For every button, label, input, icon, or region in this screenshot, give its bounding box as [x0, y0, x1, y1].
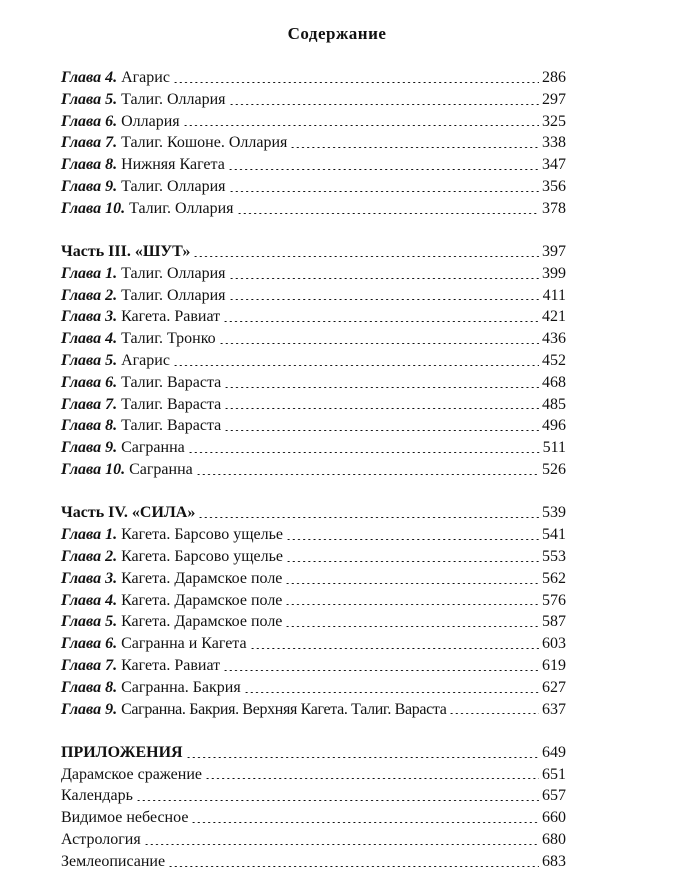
chapter-label: Глава 1.	[61, 264, 118, 282]
dot-leader	[285, 583, 539, 584]
page-number: 378	[542, 199, 566, 217]
toc-entry[interactable]	[61, 89, 566, 111]
dot-leader	[224, 408, 539, 409]
page-number: 562	[542, 569, 566, 587]
toc-entry[interactable]	[61, 699, 566, 721]
entry-title: Кагета. Равиат	[121, 308, 221, 326]
dot-leader	[188, 452, 540, 453]
entry-title: Талиг. Оллария	[129, 199, 234, 217]
toc-entry[interactable]	[61, 677, 566, 699]
page-number: 637	[542, 700, 566, 718]
dot-leader	[198, 517, 539, 518]
page-number: 680	[542, 831, 566, 848]
entry-title: Кагета. Барсово ущелье	[121, 547, 284, 565]
entry-title: Талиг. Оллария	[121, 264, 226, 282]
entry-title: Астрология	[61, 831, 141, 848]
chapter-label: Глава 1.	[61, 526, 118, 544]
entry-title: Кагета. Дарамское поле	[121, 613, 283, 631]
toc-entry[interactable]	[61, 394, 566, 416]
toc-entry[interactable]	[61, 785, 566, 807]
chapter-label: Глава 6.	[61, 373, 118, 391]
page-number: 325	[542, 112, 566, 130]
dot-leader	[183, 125, 539, 126]
entry-title: Сагранна. Бакрия. Верхняя Кагета. Талиг. Вараста	[121, 700, 447, 718]
dot-leader	[229, 191, 539, 192]
toc-entry[interactable]	[61, 546, 566, 568]
entry-title: Оллария	[121, 112, 180, 130]
dot-leader	[191, 822, 539, 823]
dot-leader	[229, 299, 540, 300]
toc-entry[interactable]	[61, 285, 566, 307]
toc-entry[interactable]	[61, 459, 566, 481]
entry-title: Талиг. Кошоне. Оллария	[121, 134, 288, 152]
entry-title: Агарис	[121, 69, 170, 86]
entry-title: Кагета. Барсово ущелье	[121, 526, 284, 544]
chapter-label: Глава 5.	[61, 613, 118, 631]
toc-entry[interactable]	[61, 176, 566, 198]
entry-title: Талиг. Тронко	[121, 330, 216, 348]
page-number: 347	[542, 156, 566, 174]
dot-leader	[250, 648, 539, 649]
dot-leader	[237, 213, 539, 214]
entry-title: Кагета. Дарамское поле	[121, 591, 283, 609]
page-number: 657	[542, 787, 566, 805]
toc-entry[interactable]	[61, 633, 566, 655]
chapter-label: Глава 10.	[61, 461, 126, 479]
dot-leader	[186, 757, 539, 758]
chapter-label: Глава 6.	[61, 635, 118, 653]
toc-entry[interactable]	[61, 328, 566, 350]
dot-leader	[196, 474, 539, 475]
entry-title: Сагранна и Кагета	[121, 635, 247, 653]
page-number: 576	[542, 591, 566, 609]
page-number: 526	[542, 461, 566, 479]
dot-leader	[285, 604, 539, 605]
chapter-label: Глава 2.	[61, 286, 118, 304]
dot-leader	[173, 82, 539, 83]
toc-entry[interactable]	[61, 198, 566, 220]
chapter-label: Глава 7.	[61, 656, 118, 674]
dot-leader	[223, 321, 539, 322]
dot-leader	[205, 778, 539, 779]
page-number: 553	[542, 547, 566, 565]
dot-leader	[228, 169, 539, 170]
chapter-label: Глава 9.	[61, 439, 118, 457]
page-number: 421	[542, 308, 566, 326]
toc-entry[interactable]	[61, 851, 566, 873]
toc-entry[interactable]	[61, 437, 566, 459]
entry-title: Талиг. Оллария	[121, 286, 226, 304]
entry-title: Талиг. Оллария	[121, 177, 226, 195]
chapter-label: Глава 10.	[61, 199, 126, 217]
page-number: 397	[542, 243, 566, 261]
part-title: ПРИЛОЖЕНИЯ	[61, 743, 183, 761]
part-title: Часть III. «ШУТ»	[61, 243, 191, 261]
toc-part-heading[interactable]	[61, 241, 566, 263]
dot-leader	[193, 256, 539, 257]
toc-entry[interactable]	[61, 415, 566, 437]
page-number: 496	[542, 417, 566, 435]
chapter-label: Глава 7.	[61, 134, 118, 152]
dot-leader	[219, 343, 539, 344]
page-number: 286	[542, 69, 566, 86]
entry-title: Кагета. Дарамское поле	[121, 569, 283, 587]
dot-leader	[168, 866, 539, 867]
table-of-contents	[61, 67, 566, 873]
toc-entry[interactable]	[61, 111, 566, 133]
toc-group-part-iv	[61, 502, 566, 720]
page-number: 436	[542, 330, 566, 348]
chapter-label: Глава 2.	[61, 547, 118, 565]
dot-leader	[229, 104, 539, 105]
page-number: 627	[542, 678, 566, 696]
toc-entry[interactable]	[61, 611, 566, 633]
entry-title: Календарь	[61, 787, 133, 805]
toc-entry[interactable]	[61, 372, 566, 394]
toc-entry[interactable]	[61, 132, 566, 154]
chapter-label: Глава 9.	[61, 700, 118, 718]
dot-leader	[224, 430, 539, 431]
toc-group-appendices	[61, 742, 566, 873]
entry-title: Талиг. Оллария	[121, 90, 226, 108]
dot-leader	[285, 626, 539, 627]
page-number: 539	[542, 504, 566, 522]
page-number: 338	[542, 134, 566, 152]
page-number: 452	[542, 352, 566, 370]
dot-leader	[290, 147, 539, 148]
chapter-label: Глава 4.	[61, 330, 118, 348]
chapter-label: Глава 8.	[61, 678, 118, 696]
page-number: 468	[542, 373, 566, 391]
entry-title: Талиг. Вараста	[121, 373, 222, 391]
dot-leader	[136, 800, 539, 801]
dot-leader	[224, 387, 539, 388]
page-number: 297	[542, 90, 566, 108]
chapter-label: Глава 4.	[61, 69, 118, 86]
toc-entry[interactable]	[61, 67, 566, 89]
page-number: 411	[542, 286, 566, 304]
toc-part-heading[interactable]	[61, 742, 566, 764]
chapter-label: Глава 5.	[61, 90, 118, 108]
entry-title: Талиг. Вараста	[121, 417, 222, 435]
chapter-label: Глава 6.	[61, 112, 118, 130]
entry-title: Сагранна. Бакрия	[121, 678, 241, 696]
page-number: 399	[542, 264, 566, 282]
page-number: 511	[542, 439, 566, 457]
toc-entry[interactable]	[61, 154, 566, 176]
entry-title: Сагранна	[121, 439, 185, 457]
entry-title: Кагета. Равиат	[121, 656, 221, 674]
dot-leader	[449, 713, 539, 714]
page-number: 541	[542, 526, 566, 544]
page-number: 603	[542, 635, 566, 653]
chapter-label: Глава 3.	[61, 569, 118, 587]
page-number: 683	[542, 852, 566, 870]
page-number: 587	[542, 613, 566, 631]
chapter-label: Глава 9.	[61, 177, 118, 195]
chapter-label: Глава 4.	[61, 591, 118, 609]
page-number: 660	[542, 809, 566, 827]
chapter-label: Глава 8.	[61, 156, 118, 174]
toc-entry[interactable]	[61, 764, 566, 786]
chapter-label: Глава 7.	[61, 395, 118, 413]
page-number: 649	[542, 743, 566, 761]
page-number: 356	[542, 177, 566, 195]
page-number: 485	[542, 395, 566, 413]
toc-entry[interactable]	[61, 350, 566, 372]
dot-leader	[144, 844, 539, 845]
entry-title: Агарис	[121, 352, 170, 370]
chapter-label: Глава 3.	[61, 308, 118, 326]
toc-entry[interactable]	[61, 306, 566, 328]
dot-leader	[223, 670, 539, 671]
part-title: Часть IV. «СИЛА»	[61, 504, 196, 522]
toc-entry[interactable]	[61, 568, 566, 590]
dot-leader	[229, 278, 539, 279]
toc-group-part-iii	[61, 241, 566, 481]
page-title: Содержание	[287, 24, 387, 43]
entry-title: Нижняя Кагета	[121, 156, 225, 174]
entry-title: Сагранна	[129, 461, 193, 479]
dot-leader	[173, 365, 539, 366]
toc-entry[interactable]	[61, 524, 566, 546]
dot-leader	[286, 539, 539, 540]
toc-entry[interactable]	[61, 263, 566, 285]
toc-entry[interactable]	[61, 590, 566, 612]
page-number: 619	[542, 656, 566, 674]
dot-leader	[244, 692, 539, 693]
toc-part-heading[interactable]	[61, 502, 566, 524]
toc-entry[interactable]	[61, 829, 566, 851]
entry-title: Дарамское сражение	[61, 765, 202, 783]
chapter-label: Глава 8.	[61, 417, 118, 435]
entry-title: Землеописание	[61, 852, 166, 870]
page-number: 651	[542, 765, 566, 783]
toc-group-part-ii-end	[61, 67, 566, 220]
entry-title: Талиг. Вараста	[121, 395, 222, 413]
dot-leader	[286, 561, 539, 562]
chapter-label: Глава 5.	[61, 352, 118, 370]
entry-title: Видимое небесное	[61, 809, 189, 827]
toc-entry[interactable]	[61, 655, 566, 677]
toc-entry[interactable]	[61, 807, 566, 829]
